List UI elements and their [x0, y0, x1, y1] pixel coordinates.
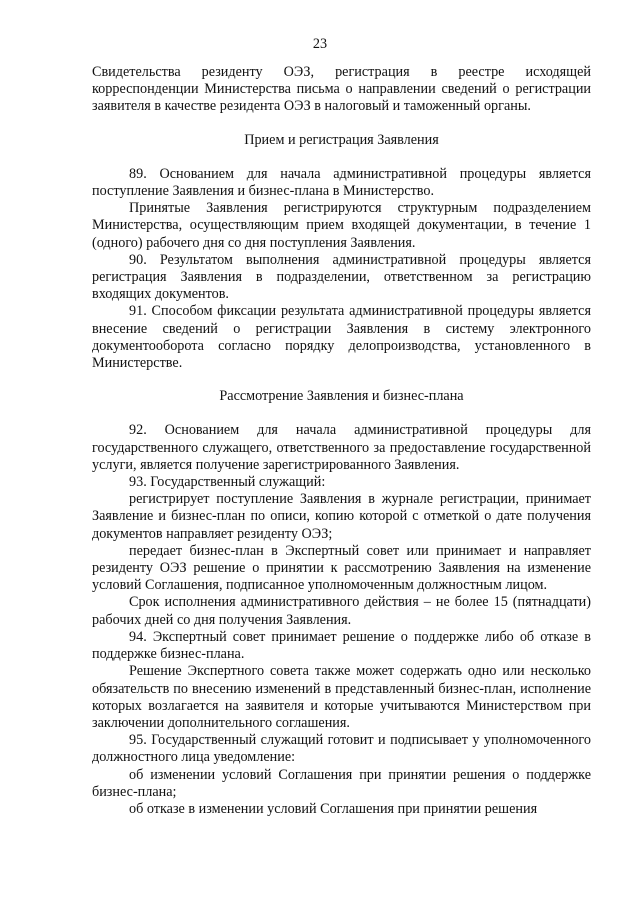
paragraph-89-continued: Принятые Заявления регистрируются структурным подразделением Министерства, осуществляющим прием входящей документации, в течение 1 (одного) рабочего дня со дня поступления Заявления.: [92, 200, 591, 251]
paragraph-89: 89. Основанием для начала административной процедуры является поступление Заявления и бизнес-плана в Министерство.: [92, 165, 591, 200]
paragraph-93-item-a: регистрирует поступление Заявления в журнале регистрации, принимает Заявление и бизнес-план по описи, копию которой с отметкой о дате получения документов направляет резиденту ОЭЗ;: [92, 491, 591, 542]
section-heading-registration: Прием и регистрация Заявления: [244, 131, 439, 148]
paragraph-intro: Свидетельства резиденту ОЭЗ, регистрация в реестре исходящей корреспонденции Министерства письма о направлении сведений о регистрации заявителя в качестве резидента ОЭЗ в налоговый и таможенный органы.: [92, 64, 591, 115]
paragraph-93-item-b: передает бизнес-план в Экспертный совет или принимает и направляет резиденту ОЭЗ решение о принятии к рассмотрению Заявления на изменение условий Соглашения, подписанное уполномоченным должностным лицом.: [92, 542, 591, 594]
paragraph-90: 90. Результатом выполнения административной процедуры является регистрация Заявления в подразделении, ответственном за регистрацию входящих документов.: [92, 251, 591, 303]
paragraph-95-item-b: об отказе в изменении условий Соглашения при принятии решения: [129, 800, 538, 817]
paragraph-93-deadline: Срок исполнения административного действия – не более 15 (пятнадцати) рабочих дней со дня получения Заявления.: [92, 594, 591, 628]
paragraph-91: 91. Способом фиксации результата административной процедуры является внесение сведений о регистрации Заявления в систему электронного документооборота согласно порядку делопроизводства, установленного в Министерстве.: [92, 303, 591, 372]
paragraph-95: 95. Государственный служащий готовит и подписывает у уполномоченного должностного лица уведомление:: [92, 732, 591, 766]
paragraph-92: 92. Основанием для начала административной процедуры для государственного служащего, ответственного за предоставление государственной услуги, является получение зарегистрированного Заявления.: [92, 422, 591, 473]
document-body: [92, 64, 591, 818]
paragraph-93: 93. Государственный служащий:: [129, 474, 326, 491]
paragraph-95-item-a: об изменении условий Соглашения при принятии решения о поддержке бизнес-плана;: [92, 766, 591, 800]
page-number: 23: [312, 36, 328, 52]
section-heading-review: Рассмотрение Заявления и бизнес-плана: [219, 388, 464, 405]
paragraph-94-continued: Решение Экспертного совета также может содержать одно или несколько обязательств по внесению изменений в представленный бизнес-план, исполнение которых возлагается на заявителя и которые учитываются Министерством при заключении дополнительного соглашения.: [92, 663, 591, 731]
paragraph-94: 94. Экспертный совет принимает решение о поддержке либо об отказе в поддержке бизнес-плана.: [92, 628, 591, 663]
